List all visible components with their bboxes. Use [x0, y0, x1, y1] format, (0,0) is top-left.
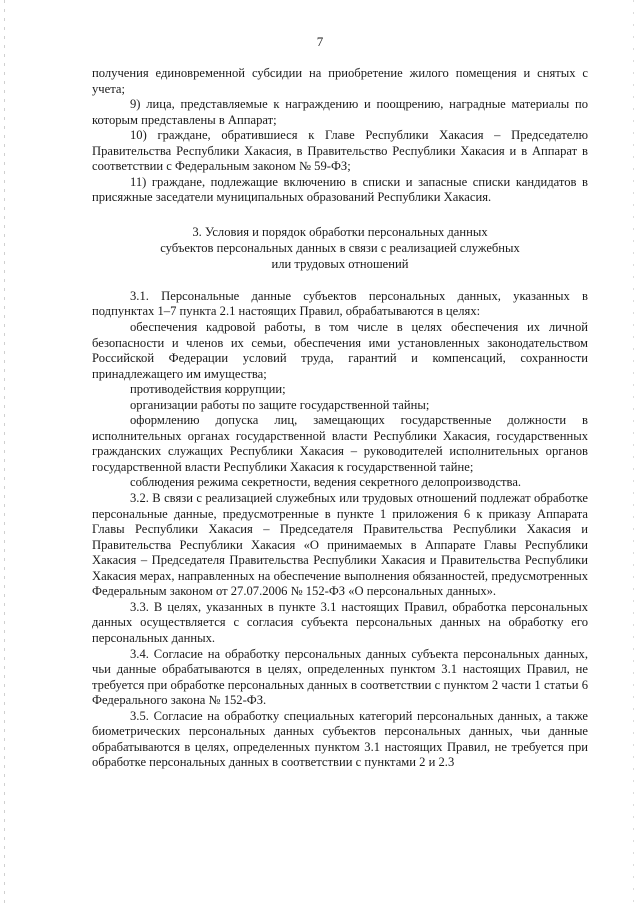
scan-edge-left — [4, 0, 5, 905]
document-body — [92, 66, 588, 771]
paragraph-3-5: 3.5. Согласие на обработку специальных категорий персональных данных, а также биометрических персональных данных субъектов персональных данных, чьи данные обрабатываются в целях, определенных пунктом 3.1 настоящих Правил, не требуется при обработке персональных данных в соответствии с пунктами 2 и 2.3 — [92, 708, 588, 770]
paragraph-3-1-purpose-corruption: противодействия коррупции; — [130, 382, 286, 397]
paragraph-3-2: 3.2. В связи с реализацией служебных или трудовых отношений подлежат обработке персональные данные, предусмотренные в пункте 1 приложения 6 к приказу Аппарата Главы Республики Хакасия – Председателя Правительства Республики Хакасия и Правительства Республики Хакасия «О принимаемых в Аппарате Главы Республики Хакасия – Председателя Правительства Республики Хакасия и Правительства Республики Хакасия мерах, направленных на обеспечение выполнения обязанностей, предусмотренных Федеральным законом от 27.07.2006 № 152-ФЗ «О персональных данных». — [92, 491, 588, 599]
section-heading-line-1: 3. Условия и порядок обработки персональных данных — [192, 224, 488, 239]
section-heading — [92, 224, 588, 272]
list-item-11: 11) граждане, подлежащие включению в списки и запасные списки кандидатов в присяжные заседатели муниципальных образований Республики Хакасия. — [92, 174, 588, 205]
paragraph-3-4: 3.4. Согласие на обработку персональных данных субъекта персональных данных, чьи данные обрабатываются в целях, определенных пунктом 3.1 настоящих Правил, не требуется при обработке персональных данных в соответствии с пунктом 2 части 1 статьи 6 Федерального закона № 152-ФЗ. — [92, 646, 588, 708]
paragraph-3-3: 3.3. В целях, указанных в пункте 3.1 настоящих Правил, обработка персональных данных осуществляется с согласия субъекта персональных данных на обработку его персональных данных. — [92, 599, 588, 645]
page-number: 7 — [316, 34, 324, 49]
paragraph-3-1: 3.1. Персональные данные субъектов персональных данных, указанных в подпунктах 1–7 пункта 2.1 настоящих Правил, обрабатываются в целях: — [92, 288, 588, 319]
scan-edge-right — [633, 0, 634, 905]
paragraph-3-1-purpose-hr: обеспечения кадровой работы, в том числе в целях обеспечения их личной безопасности и членов их семьи, обеспечения ими установленных законодательством Российской Федерации условий труда, гарантий и компенсаций, сохранности принадлежащего им имущества; — [92, 320, 588, 381]
paragraph-3-1-purpose-secrecy: соблюдения режима секретности, ведения секретного делопроизводства. — [130, 475, 522, 490]
section-heading-line-3: или трудовых отношений — [271, 256, 409, 271]
paragraph-3-1-purpose-state-secret: организации работы по защите государственной тайны; — [130, 397, 430, 412]
list-item-10: 10) граждане, обратившиеся к Главе Республики Хакасия – Председателю Правительства Республики Хакасия, в Правительство Республики Хакасия и в Аппарат в соответствии с Федеральным законом № 59-ФЗ; — [92, 128, 588, 174]
paragraph-3-1-purpose-clearance: оформлению допуска лиц, замещающих государственные должности в исполнительных органах государственной власти Республики Хакасия, государственных гражданских служащих Республики Хакасия – руководителей исполнительных органов государственной власти Республики Хакасия к государственной тайне; — [92, 413, 588, 474]
list-item-9: 9) лица, представляемые к награждению и поощрению, наградные материалы по которым представлены в Аппарат; — [92, 97, 588, 127]
section-heading-line-2: субъектов персональных данных в связи с реализацией служебных — [160, 240, 520, 255]
continuation-paragraph: получения единовременной субсидии на приобретение жилого помещения и снятых с учета; — [92, 66, 588, 96]
